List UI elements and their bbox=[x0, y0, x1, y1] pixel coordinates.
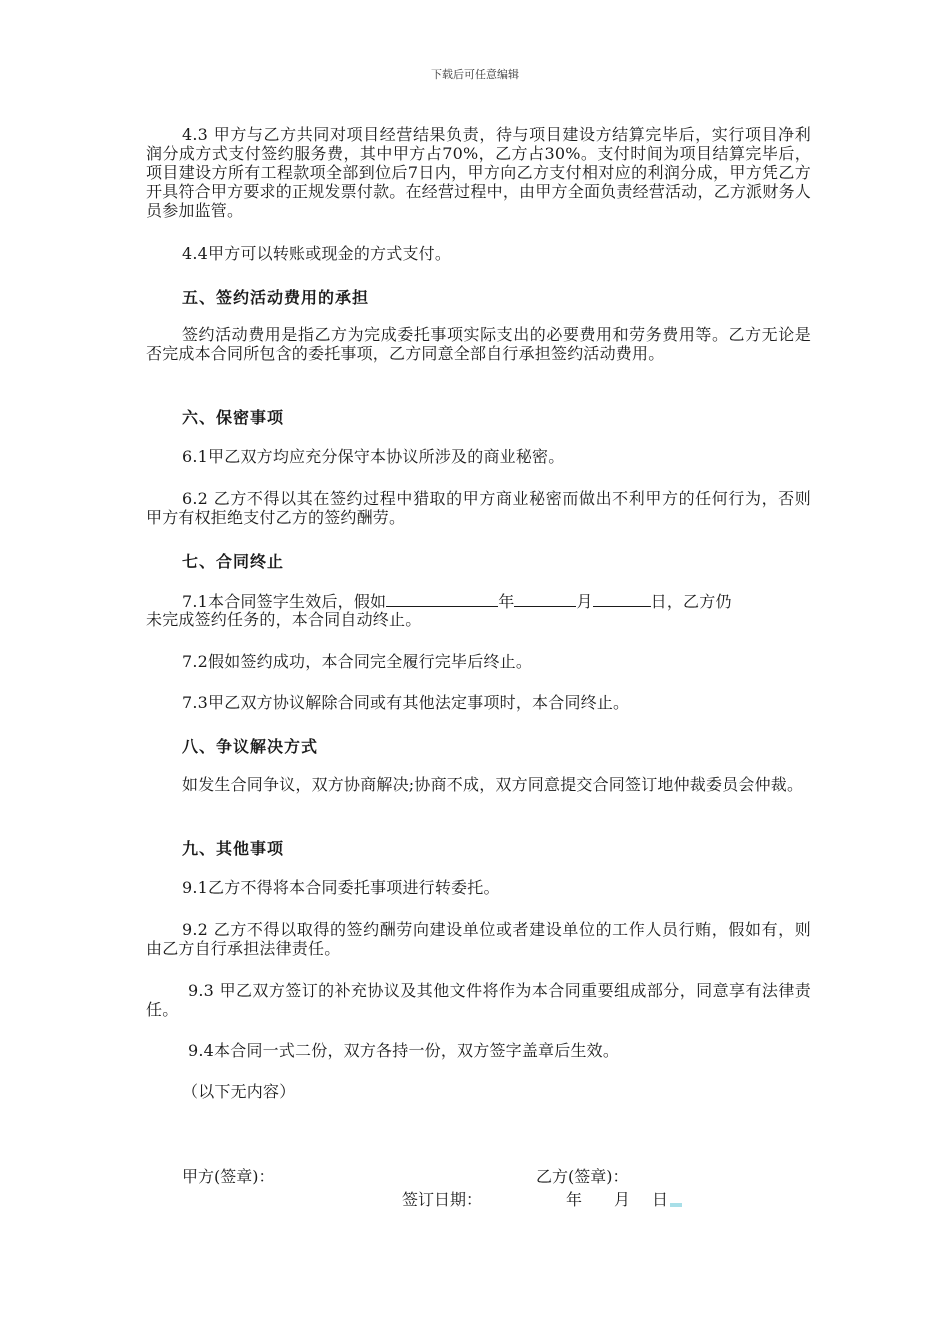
page-header: 下载后可任意编辑 bbox=[431, 68, 519, 81]
section-heading-7: 七、合同终止 bbox=[182, 552, 285, 571]
clause-9-2: 9.2 乙方不得以取得的签约酬劳向建设单位或者建设单位的工作人员行贿，假如有，则由乙方自行承担法律责任。 bbox=[146, 920, 811, 958]
clause-7-3: 7.3甲乙双方协议解除合同或有其他法定事项时，本合同终止。 bbox=[182, 693, 630, 712]
clause-9-4: 9.4本合同一式二份，双方各持一份，双方签字盖章后生效。 bbox=[188, 1041, 620, 1060]
clause-7-1-start: 7.1本合同签字生效后，假如 bbox=[182, 592, 387, 611]
clause-6-1: 6.1甲乙双方均应充分保守本协议所涉及的商业秘密。 bbox=[182, 447, 565, 466]
signing-date-year: 年 bbox=[566, 1190, 583, 1209]
clause-7-1-month: 月 bbox=[576, 592, 593, 611]
section-heading-8: 八、争议解决方式 bbox=[182, 737, 319, 756]
party-a-signature: 甲方(签章)： bbox=[182, 1167, 275, 1186]
clause-7-1 bbox=[146, 591, 811, 611]
section-heading-6: 六、保密事项 bbox=[182, 408, 285, 427]
clause-4-3: 4.3 甲方与乙方共同对项目经营结果负责，待与项目建设方结算完毕后，实行项目净利润分成方式支付签约服务费，其中甲方占70%，乙方占30%。支付时间为项目结算完毕后，项目建设方所有工程款项全部到位后7日内，甲方向乙方支付相对应的利润分成，甲方凭乙方开具符合甲方要求的正规发票付款。在经营过程中，由甲方全面负责经营活动，乙方派财务人员参加监管。 bbox=[146, 125, 811, 220]
clause-9-1: 9.1乙方不得将本合同委托事项进行转委托。 bbox=[182, 878, 500, 897]
clause-7-1-cont: 未完成签约任务的，本合同自动终止。 bbox=[146, 610, 422, 629]
day-blank[interactable] bbox=[593, 591, 651, 607]
clause-7-1-year: 年 bbox=[498, 592, 515, 611]
clause-7-1-day: 日，乙方仍 bbox=[650, 592, 732, 611]
clause-7-2: 7.2假如签约成功，本合同完全履行完毕后终止。 bbox=[182, 652, 533, 671]
clause-5: 签约活动费用是指乙方为完成委托事项实际支出的必要费用和劳务费用等。乙方无论是否完成本合同所包含的委托事项，乙方同意全部自行承担签约活动费用。 bbox=[146, 325, 811, 363]
highlight-mark bbox=[670, 1203, 682, 1207]
clause-4-4: 4.4甲方可以转账或现金的方式支付。 bbox=[182, 244, 452, 263]
section-heading-9: 九、其他事项 bbox=[182, 839, 285, 858]
year-blank[interactable] bbox=[386, 591, 498, 607]
end-note: （以下无内容） bbox=[182, 1082, 296, 1101]
party-b-signature: 乙方(签章)： bbox=[536, 1167, 629, 1186]
section-heading-5: 五、签约活动费用的承担 bbox=[182, 288, 370, 307]
signing-date-label: 签订日期： bbox=[402, 1190, 483, 1209]
signing-date-day: 日 bbox=[652, 1190, 669, 1209]
clause-9-3: 9.3 甲乙双方签订的补充协议及其他文件将作为本合同重要组成部分，同意享有法律责任。 bbox=[146, 981, 811, 1019]
signing-date-day-wrap bbox=[652, 1187, 682, 1210]
month-blank[interactable] bbox=[514, 591, 576, 607]
clause-8: 如发生合同争议，双方协商解决;协商不成，双方同意提交合同签订地仲裁委员会仲裁。 bbox=[182, 775, 804, 794]
signing-date-month: 月 bbox=[614, 1190, 631, 1209]
clause-6-2: 6.2 乙方不得以其在签约过程中猎取的甲方商业秘密而做出不利甲方的任何行为，否则甲方有权拒绝支付乙方的签约酬劳。 bbox=[146, 489, 811, 527]
